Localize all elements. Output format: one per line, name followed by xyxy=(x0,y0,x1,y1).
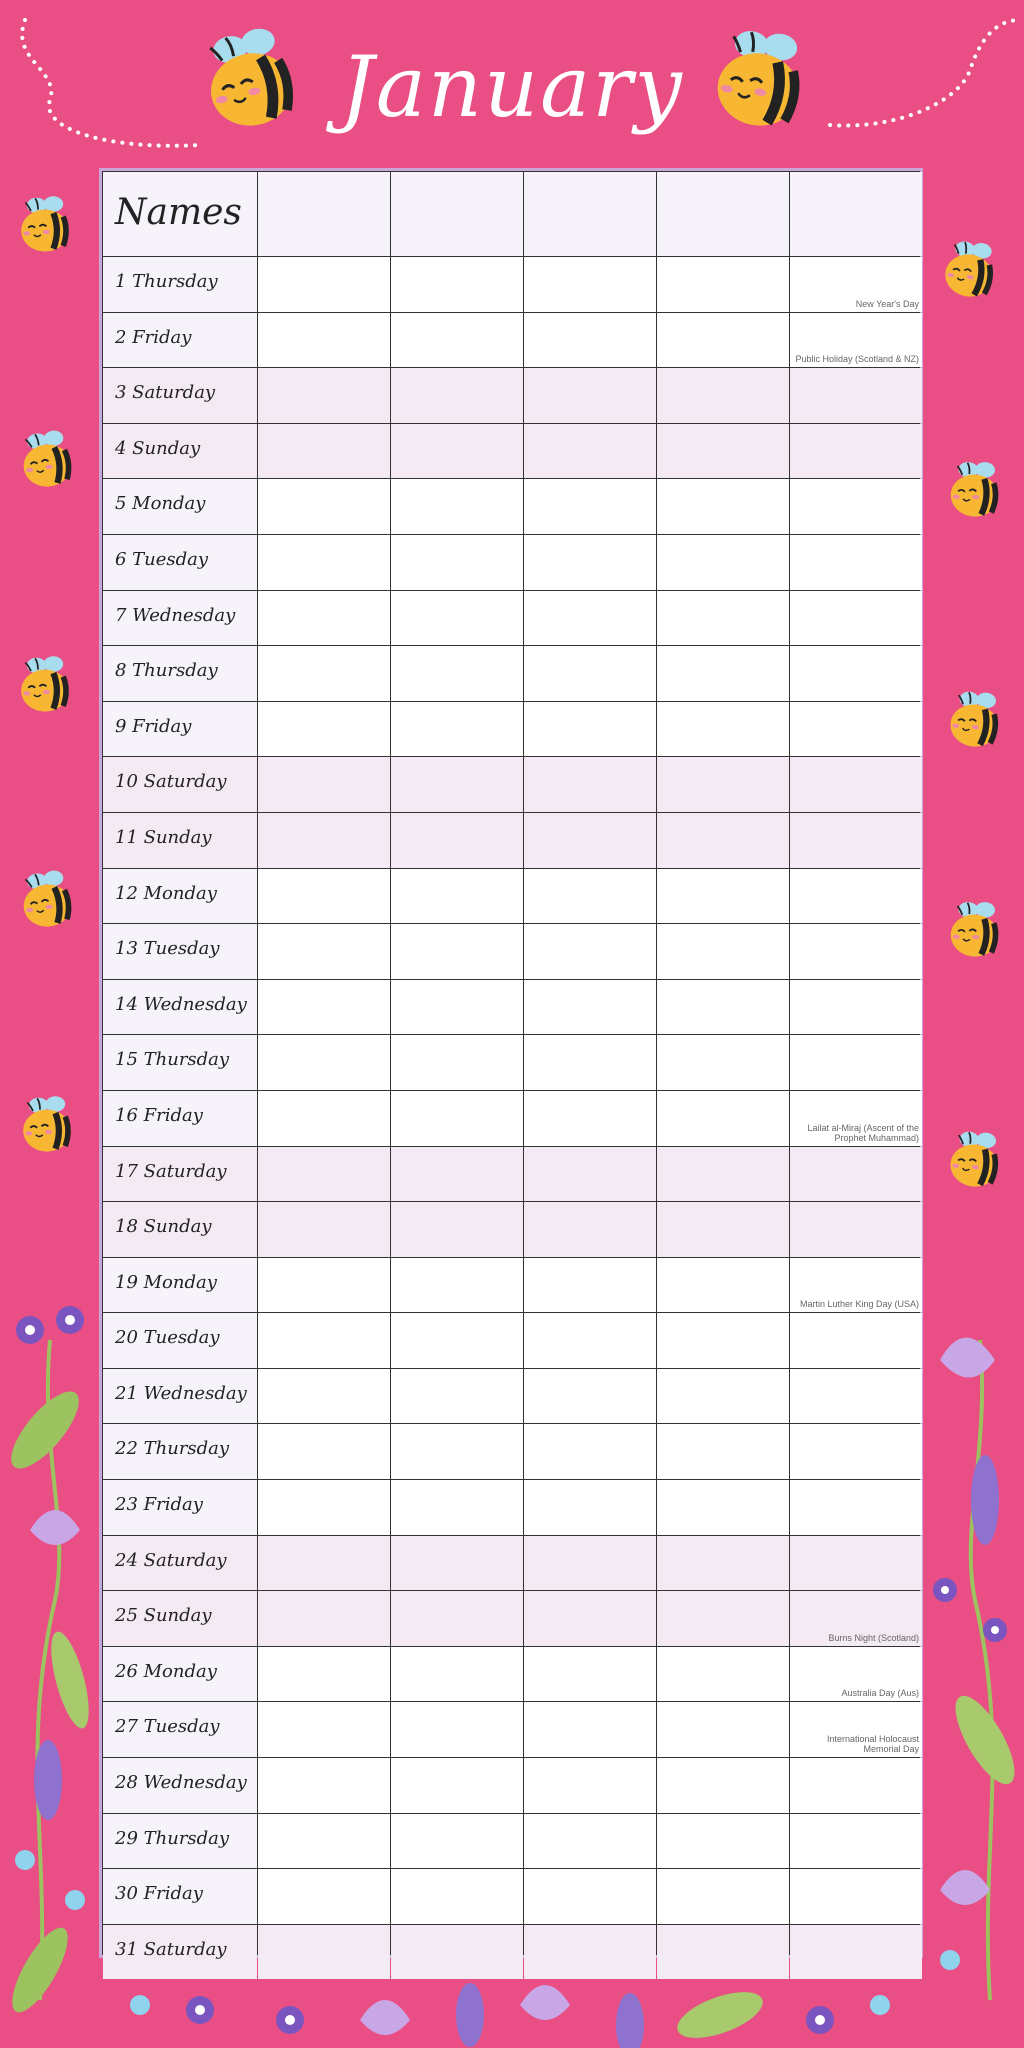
day-label: 19 Monday xyxy=(115,1271,217,1293)
day-label-cell xyxy=(103,1647,257,1702)
day-entry-cell[interactable] xyxy=(391,980,523,1035)
day-entry-cell[interactable] xyxy=(524,646,656,701)
person-name-cell[interactable] xyxy=(790,172,922,256)
day-entry-cell[interactable] xyxy=(657,424,789,479)
day-entry-cell[interactable] xyxy=(391,535,523,590)
bee-icon xyxy=(940,685,1010,755)
day-entry-cell[interactable] xyxy=(391,1424,523,1479)
day-entry-cell[interactable] xyxy=(258,1591,390,1646)
day-entry-cell[interactable] xyxy=(790,1147,922,1202)
person-name-cell[interactable] xyxy=(657,172,789,256)
day-label: 31 Saturday xyxy=(115,1938,227,1960)
day-entry-cell[interactable] xyxy=(790,535,922,590)
day-entry-cell[interactable] xyxy=(391,591,523,646)
day-entry-cell[interactable] xyxy=(657,535,789,590)
day-label-cell xyxy=(103,1758,257,1813)
day-entry-cell[interactable] xyxy=(258,1869,390,1924)
day-entry-cell[interactable] xyxy=(391,1091,523,1146)
day-entry-cell[interactable] xyxy=(790,424,922,479)
day-entry-cell[interactable] xyxy=(391,813,523,868)
day-entry-cell[interactable] xyxy=(524,313,656,368)
day-label: 23 Friday xyxy=(115,1494,203,1516)
day-entry-cell[interactable] xyxy=(657,1814,789,1869)
day-entry-cell[interactable] xyxy=(258,1647,390,1702)
day-entry-cell[interactable] xyxy=(657,1313,789,1368)
day-entry-cell[interactable] xyxy=(790,869,922,924)
day-entry-cell[interactable] xyxy=(657,1147,789,1202)
day-entry-cell[interactable] xyxy=(657,1758,789,1813)
day-entry-cell[interactable] xyxy=(790,257,922,312)
day-label: 7 Wednesday xyxy=(115,604,236,626)
bee-icon xyxy=(700,20,820,140)
day-label-cell xyxy=(103,757,257,812)
day-label-cell xyxy=(103,646,257,701)
person-name-cell[interactable] xyxy=(258,172,390,256)
day-entry-cell[interactable] xyxy=(258,869,390,924)
day-entry-cell[interactable] xyxy=(258,1758,390,1813)
day-label-cell xyxy=(103,702,257,757)
day-entry-cell[interactable] xyxy=(657,1202,789,1257)
day-entry-cell[interactable] xyxy=(790,1480,922,1535)
day-label: 4 Sunday xyxy=(115,437,201,459)
day-entry-cell[interactable] xyxy=(790,1702,922,1757)
day-entry-cell[interactable] xyxy=(790,813,922,868)
day-entry-cell[interactable] xyxy=(657,980,789,1035)
day-entry-cell[interactable] xyxy=(790,980,922,1035)
day-label: 18 Sunday xyxy=(115,1216,212,1238)
day-entry-cell[interactable] xyxy=(391,924,523,979)
day-entry-cell[interactable] xyxy=(790,479,922,534)
day-label-cell xyxy=(103,479,257,534)
day-entry-cell[interactable] xyxy=(657,1035,789,1090)
bee-icon xyxy=(12,1090,82,1160)
day-entry-cell[interactable] xyxy=(258,1702,390,1757)
day-label: 27 Tuesday xyxy=(115,1716,220,1738)
day-entry-cell[interactable] xyxy=(790,702,922,757)
day-entry-cell[interactable] xyxy=(258,535,390,590)
day-entry-cell[interactable] xyxy=(790,1369,922,1424)
bee-icon xyxy=(12,425,82,495)
day-label-cell xyxy=(103,869,257,924)
day-label-cell xyxy=(103,1702,257,1757)
day-entry-cell[interactable] xyxy=(524,1647,656,1702)
day-entry-cell[interactable] xyxy=(524,424,656,479)
day-entry-cell[interactable] xyxy=(391,869,523,924)
day-entry-cell[interactable] xyxy=(790,646,922,701)
day-entry-cell[interactable] xyxy=(657,646,789,701)
day-entry-cell[interactable] xyxy=(524,1591,656,1646)
day-entry-cell[interactable] xyxy=(657,1869,789,1924)
bee-icon xyxy=(940,895,1010,965)
day-entry-cell[interactable] xyxy=(391,1258,523,1313)
day-label: 16 Friday xyxy=(115,1104,203,1126)
bee-icon xyxy=(190,20,310,140)
day-entry-cell[interactable] xyxy=(391,257,523,312)
day-entry-cell[interactable] xyxy=(258,424,390,479)
day-entry-cell[interactable] xyxy=(657,1369,789,1424)
day-label-cell xyxy=(103,1313,257,1368)
day-entry-cell[interactable] xyxy=(258,479,390,534)
day-entry-cell[interactable] xyxy=(524,591,656,646)
day-entry-cell[interactable] xyxy=(657,591,789,646)
day-entry-cell[interactable] xyxy=(258,1202,390,1257)
day-entry-cell[interactable] xyxy=(391,1925,523,1980)
day-entry-cell[interactable] xyxy=(524,1035,656,1090)
day-entry-cell[interactable] xyxy=(790,368,922,423)
day-entry-cell[interactable] xyxy=(524,535,656,590)
day-label-cell xyxy=(103,1424,257,1479)
day-entry-cell[interactable] xyxy=(524,257,656,312)
day-entry-cell[interactable] xyxy=(657,1258,789,1313)
day-entry-cell[interactable] xyxy=(524,1091,656,1146)
holiday-note: Australia Day (Aus) xyxy=(841,1688,919,1699)
day-entry-cell[interactable] xyxy=(524,869,656,924)
day-entry-cell[interactable] xyxy=(391,1369,523,1424)
day-entry-cell[interactable] xyxy=(258,980,390,1035)
day-entry-cell[interactable] xyxy=(657,1480,789,1535)
day-entry-cell[interactable] xyxy=(790,1647,922,1702)
day-label: 28 Wednesday xyxy=(115,1772,247,1794)
day-label: 12 Monday xyxy=(115,882,217,904)
bee-icon xyxy=(940,1125,1010,1195)
day-entry-cell[interactable] xyxy=(524,924,656,979)
day-entry-cell[interactable] xyxy=(790,313,922,368)
day-entry-cell[interactable] xyxy=(258,313,390,368)
day-label: 17 Saturday xyxy=(115,1160,227,1182)
day-label-cell xyxy=(103,1035,257,1090)
holiday-note: Public Holiday (Scotland & NZ) xyxy=(795,354,919,365)
day-entry-cell[interactable] xyxy=(790,1091,922,1146)
day-entry-cell[interactable] xyxy=(258,1258,390,1313)
day-entry-cell[interactable] xyxy=(790,1202,922,1257)
day-entry-cell[interactable] xyxy=(258,1035,390,1090)
day-entry-cell[interactable] xyxy=(391,479,523,534)
day-entry-cell[interactable] xyxy=(657,479,789,534)
day-label-cell xyxy=(103,591,257,646)
day-entry-cell[interactable] xyxy=(391,1758,523,1813)
day-entry-cell[interactable] xyxy=(258,646,390,701)
day-entry-cell[interactable] xyxy=(524,702,656,757)
day-entry-cell[interactable] xyxy=(391,1313,523,1368)
day-entry-cell[interactable] xyxy=(258,1925,390,1980)
day-label: 20 Tuesday xyxy=(115,1327,220,1349)
day-entry-cell[interactable] xyxy=(391,1147,523,1202)
day-entry-cell[interactable] xyxy=(657,702,789,757)
day-label-cell xyxy=(103,813,257,868)
day-entry-cell[interactable] xyxy=(790,1313,922,1368)
day-entry-cell[interactable] xyxy=(258,702,390,757)
day-label: 22 Thursday xyxy=(115,1438,230,1460)
bee-icon xyxy=(12,865,82,935)
calendar-table xyxy=(99,168,923,1958)
day-label: 13 Tuesday xyxy=(115,938,220,960)
day-label-cell xyxy=(103,924,257,979)
day-entry-cell[interactable] xyxy=(391,1702,523,1757)
day-entry-cell[interactable] xyxy=(391,1202,523,1257)
day-entry-cell[interactable] xyxy=(258,1424,390,1479)
day-entry-cell[interactable] xyxy=(391,313,523,368)
day-entry-cell[interactable] xyxy=(657,1536,789,1591)
holiday-note: International Holocaust Memorial Day xyxy=(826,1734,919,1755)
day-entry-cell[interactable] xyxy=(524,813,656,868)
day-entry-cell[interactable] xyxy=(391,1814,523,1869)
day-entry-cell[interactable] xyxy=(258,591,390,646)
day-label: 10 Saturday xyxy=(115,771,227,793)
day-entry-cell[interactable] xyxy=(524,1758,656,1813)
day-entry-cell[interactable] xyxy=(790,1035,922,1090)
day-entry-cell[interactable] xyxy=(790,757,922,812)
holiday-note: New Year's Day xyxy=(855,298,919,309)
day-label-cell xyxy=(103,1091,257,1146)
day-entry-cell[interactable] xyxy=(790,1258,922,1313)
day-entry-cell[interactable] xyxy=(524,368,656,423)
day-label-cell xyxy=(103,368,257,423)
day-entry-cell[interactable] xyxy=(657,1925,789,1980)
names-header: Names xyxy=(115,192,242,233)
day-entry-cell[interactable] xyxy=(391,368,523,423)
day-entry-cell[interactable] xyxy=(657,1424,789,1479)
day-entry-cell[interactable] xyxy=(657,924,789,979)
day-entry-cell[interactable] xyxy=(524,1313,656,1368)
day-entry-cell[interactable] xyxy=(524,1424,656,1479)
day-label: 6 Tuesday xyxy=(115,548,209,570)
day-entry-cell[interactable] xyxy=(391,1647,523,1702)
day-entry-cell[interactable] xyxy=(524,757,656,812)
day-entry-cell[interactable] xyxy=(790,1925,922,1980)
day-label: 29 Thursday xyxy=(115,1827,230,1849)
day-entry-cell[interactable] xyxy=(391,1591,523,1646)
day-entry-cell[interactable] xyxy=(657,1702,789,1757)
day-label-cell xyxy=(103,313,257,368)
day-entry-cell[interactable] xyxy=(790,1869,922,1924)
day-label: 8 Thursday xyxy=(115,660,218,682)
day-label-cell xyxy=(103,1258,257,1313)
day-label: 24 Saturday xyxy=(115,1549,227,1571)
day-entry-cell[interactable] xyxy=(524,1369,656,1424)
day-label-cell xyxy=(103,1869,257,1924)
day-label-cell xyxy=(103,257,257,312)
calendar-grid xyxy=(102,171,920,1960)
day-label: 21 Wednesday xyxy=(115,1382,247,1404)
day-entry-cell[interactable] xyxy=(657,757,789,812)
day-entry-cell[interactable] xyxy=(524,1814,656,1869)
names-header-cell xyxy=(103,172,257,256)
bee-icon xyxy=(935,235,1005,305)
day-entry-cell[interactable] xyxy=(524,1480,656,1535)
day-entry-cell[interactable] xyxy=(258,1536,390,1591)
day-entry-cell[interactable] xyxy=(391,1480,523,1535)
day-entry-cell[interactable] xyxy=(657,813,789,868)
day-entry-cell[interactable] xyxy=(391,1536,523,1591)
day-entry-cell[interactable] xyxy=(258,813,390,868)
day-entry-cell[interactable] xyxy=(258,368,390,423)
day-entry-cell[interactable] xyxy=(524,1258,656,1313)
day-label-cell xyxy=(103,424,257,479)
day-entry-cell[interactable] xyxy=(258,1313,390,1368)
day-entry-cell[interactable] xyxy=(391,1869,523,1924)
bee-icon xyxy=(940,455,1010,525)
day-entry-cell[interactable] xyxy=(524,980,656,1035)
day-label: 11 Sunday xyxy=(115,826,212,848)
day-label-cell xyxy=(103,1925,257,1980)
day-entry-cell[interactable] xyxy=(391,757,523,812)
day-label: 1 Thursday xyxy=(115,271,218,292)
day-entry-cell[interactable] xyxy=(657,1091,789,1146)
day-label-cell xyxy=(103,1480,257,1535)
day-entry-cell[interactable] xyxy=(524,1869,656,1924)
day-label: 14 Wednesday xyxy=(115,993,247,1015)
day-label-cell xyxy=(103,1147,257,1202)
day-label-cell xyxy=(103,1536,257,1591)
holiday-note: Burns Night (Scotland) xyxy=(828,1632,919,1643)
month-title: January xyxy=(340,38,684,136)
day-label-cell xyxy=(103,1814,257,1869)
day-label: 15 Thursday xyxy=(115,1049,230,1071)
day-entry-cell[interactable] xyxy=(790,1758,922,1813)
day-entry-cell[interactable] xyxy=(258,1091,390,1146)
day-entry-cell[interactable] xyxy=(790,1591,922,1646)
day-entry-cell[interactable] xyxy=(524,1702,656,1757)
day-entry-cell[interactable] xyxy=(790,1536,922,1591)
holiday-note: Martin Luther King Day (USA) xyxy=(799,1299,919,1310)
day-entry-cell[interactable] xyxy=(258,1480,390,1535)
day-label: 9 Friday xyxy=(115,715,192,737)
day-entry-cell[interactable] xyxy=(657,368,789,423)
day-entry-cell[interactable] xyxy=(790,1814,922,1869)
day-entry-cell[interactable] xyxy=(258,257,390,312)
day-entry-cell[interactable] xyxy=(524,1925,656,1980)
day-entry-cell[interactable] xyxy=(657,257,789,312)
day-entry-cell[interactable] xyxy=(790,924,922,979)
day-entry-cell[interactable] xyxy=(790,591,922,646)
day-entry-cell[interactable] xyxy=(524,1202,656,1257)
day-entry-cell[interactable] xyxy=(657,869,789,924)
day-entry-cell[interactable] xyxy=(258,1369,390,1424)
day-label: 3 Saturday xyxy=(115,382,216,404)
day-entry-cell[interactable] xyxy=(790,1424,922,1479)
day-entry-cell[interactable] xyxy=(657,313,789,368)
person-name-cell[interactable] xyxy=(391,172,523,256)
day-label-cell xyxy=(103,1369,257,1424)
day-label: 30 Friday xyxy=(115,1883,203,1905)
day-entry-cell[interactable] xyxy=(657,1647,789,1702)
day-entry-cell[interactable] xyxy=(524,1536,656,1591)
day-label: 26 Monday xyxy=(115,1660,217,1682)
bee-icon xyxy=(10,190,80,260)
day-label-cell xyxy=(103,1202,257,1257)
day-entry-cell[interactable] xyxy=(391,1035,523,1090)
person-name-cell[interactable] xyxy=(524,172,656,256)
day-entry-cell[interactable] xyxy=(258,1814,390,1869)
day-entry-cell[interactable] xyxy=(657,1591,789,1646)
holiday-note: Lailat al-Miraj (Ascent of the Prophet Muhammad) xyxy=(807,1122,919,1143)
day-entry-cell[interactable] xyxy=(391,646,523,701)
day-entry-cell[interactable] xyxy=(391,424,523,479)
day-label: 2 Friday xyxy=(115,326,192,348)
day-label-cell xyxy=(103,535,257,590)
day-label-cell xyxy=(103,980,257,1035)
day-entry-cell[interactable] xyxy=(524,479,656,534)
day-entry-cell[interactable] xyxy=(258,757,390,812)
day-entry-cell[interactable] xyxy=(391,702,523,757)
day-entry-cell[interactable] xyxy=(258,924,390,979)
day-entry-cell[interactable] xyxy=(524,1147,656,1202)
day-label: 25 Sunday xyxy=(115,1605,212,1627)
day-label: 5 Monday xyxy=(115,493,206,515)
day-entry-cell[interactable] xyxy=(258,1147,390,1202)
bee-icon xyxy=(10,650,80,720)
day-label-cell xyxy=(103,1591,257,1646)
